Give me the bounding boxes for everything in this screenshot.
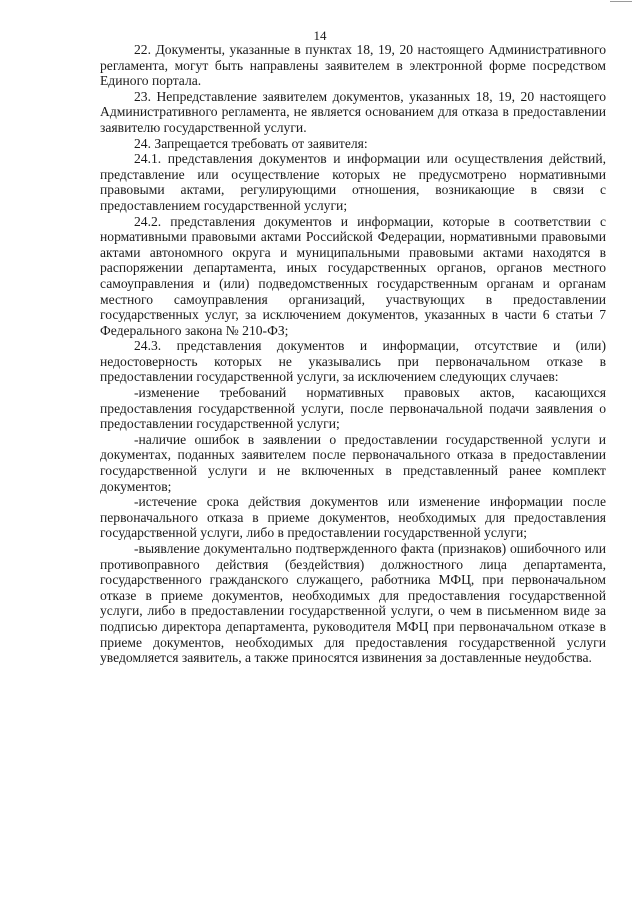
page-number: 14 [313,28,327,43]
paragraph-24: 24. Запрещается требовать от заявителя: [134,135,368,151]
paragraph-22: 22. Документы, указанные в пунктах 18, 19, 20 настоящего Административного регламента, могут быть направлены заявителем в электронной форме посредством Единого портала. [100,42,606,89]
scan-edge-mark [610,1,632,2]
paragraph-24-2: 24.2. представления документов и информации, которые в соответствии с нормативными правовыми актами Российской Федерации, нормативными правовыми актами автономного округа и муниципальными правовыми актами находятся в распоряжении департамента, иных государственных органов, органов местного самоуправления и (или) подведомственных государственным органам и органам местного самоуправления организаций, участвующих в предоставлении государственных услуг, за исключением документов, указанных в части 6 статьи 7 Федерального закона № 210-ФЗ; [100,213,606,338]
list-item-requirements-change: -изменение требований нормативных правовых актов, касающихся предоставления государственной услуги, после первоначальной подачи заявления о предоставлении государственной услуги; [100,385,606,432]
list-item-document-expiry: -истечение срока действия документов или изменение информации после первоначального отказа в приеме документов, необходимых для предоставления государственной услуги, либо в предоставлении государственной услуги; [100,494,606,541]
paragraph-23: 23. Непредставление заявителем документов, указанных 18, 19, 20 настоящего Административного регламента, не является основанием для отказа в предоставлении заявителю государственной услуги. [100,88,606,135]
paragraph-24-1: 24.1. представления документов и информации или осуществления действий, представление или осуществление которых не предусмотрено нормативными правовыми актами, регулирующими отношения, возникающие в связи с предоставлением государственной услуги; [100,151,606,213]
list-item-erroneous-action: -выявление документально подтвержденного факта (признаков) ошибочного или противоправного действия (бездействия) должностного лица департамента, государственного гражданского служащего, работника МФЦ, при первоначальном отказе в приеме документов, необходимых для предоставления государственной услуги, либо в предоставлении государственной услуги, о чем в письменном виде за подписью директора департамента, руководителя МФЦ при первоначальном отказе в приеме документов, необходимых для предоставления государственной услуги уведомляется заявитель, а также приносятся извинения за доставленные неудобства. [100,541,606,666]
document-body [100,42,606,666]
list-item-application-errors: -наличие ошибок в заявлении о предоставлении государственной услуги и документах, поданных заявителем после первоначального отказа в предоставлении государственной услуги и не включенных в представленный ранее комплект документов; [100,431,606,494]
paragraph-24-3: 24.3. представления документов и информации, отсутствие и (или) недостоверность которых не указывались при первоначальном отказе в предоставлении государственной услуги, за исключением следующих случаев: [100,338,606,385]
